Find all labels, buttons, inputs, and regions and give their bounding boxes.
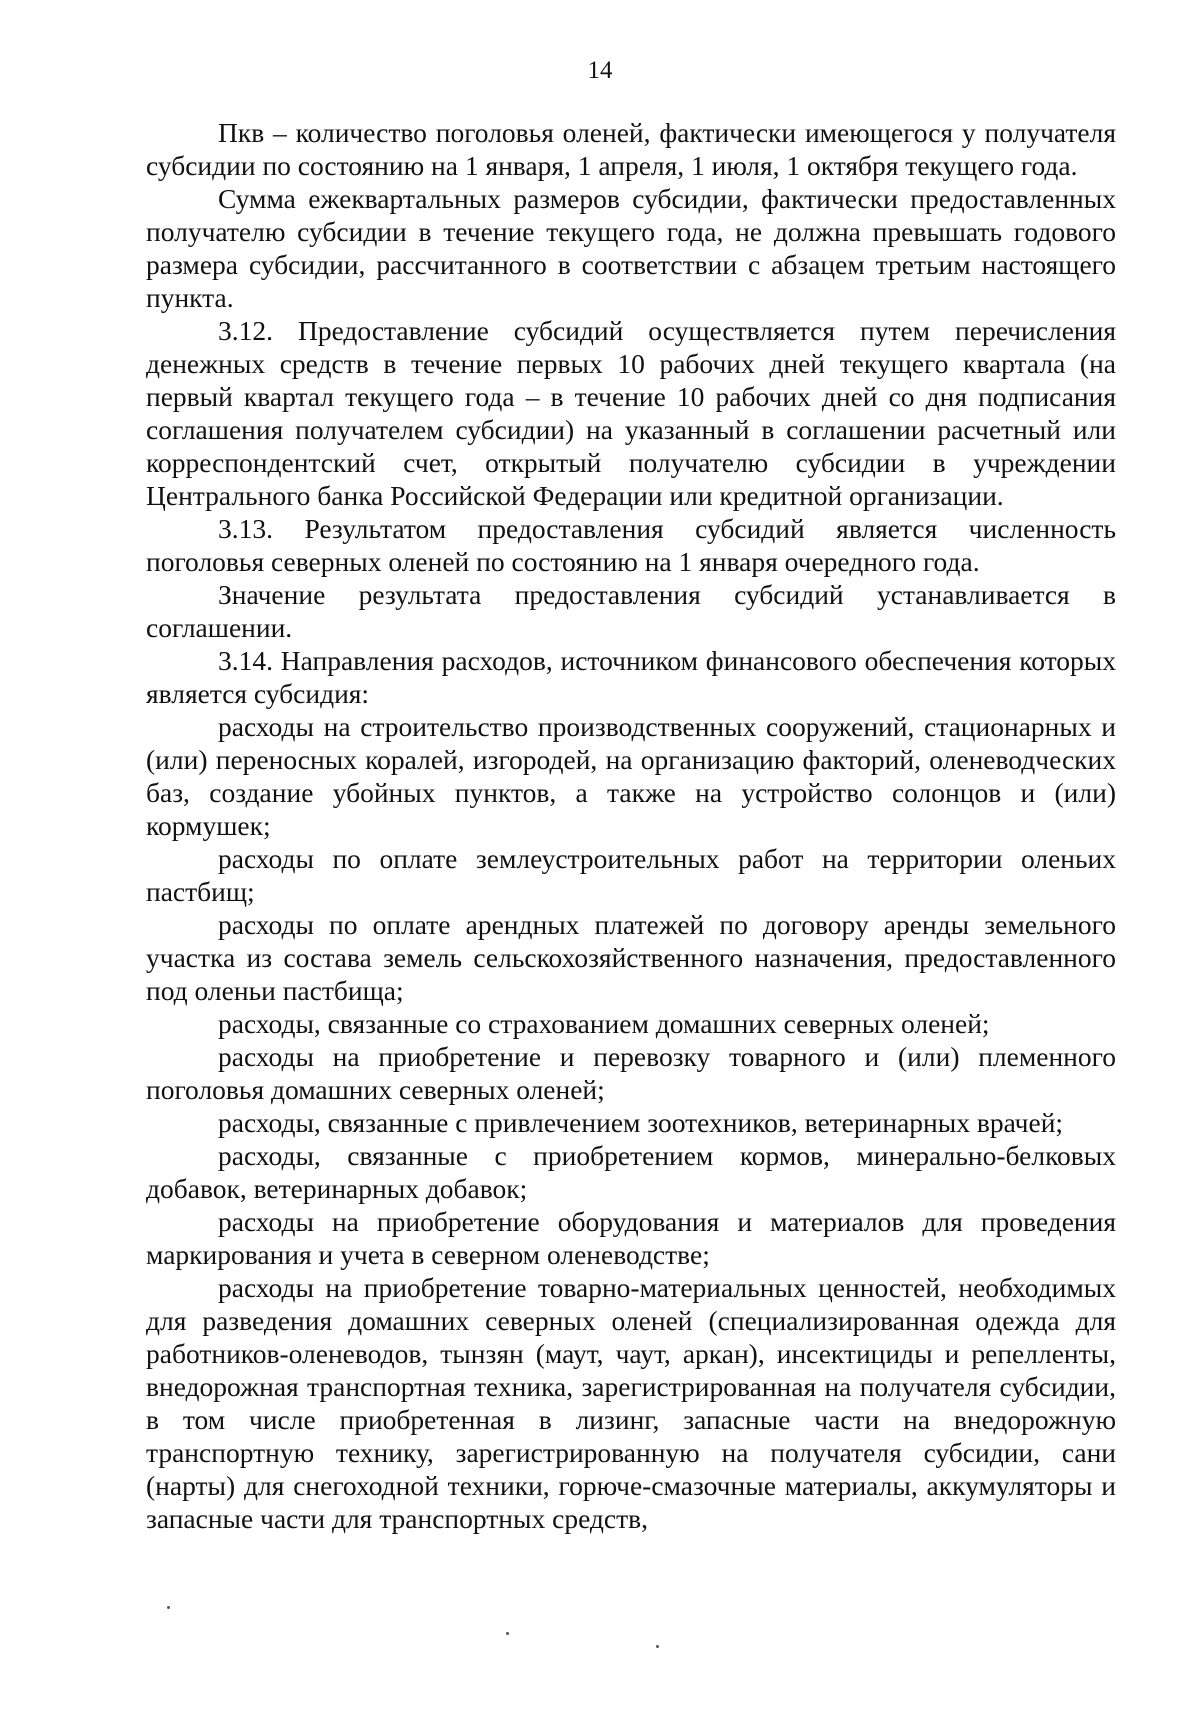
list-item-construction: расходы на строительство производственных сооружений, стационарных и (или) переносных коралей, изгородей, на организацию факторий, оленеводческих баз, создание убойных пунктов, а также на устройство солонцов и (или) кормушек; <box>146 711 1116 841</box>
paragraph-pkv-definition: Пкв – количество поголовья оленей, фактически имеющегося у получателя субсидии по состоянию на 1 января, 1 апреля, 1 июля, 1 октября текущего года. <box>146 117 1116 181</box>
paragraph-result-value: Значение результата предоставления субсидий устанавливается в соглашении. <box>146 579 1116 643</box>
paragraph-3-12: 3.12. Предоставление субсидий осуществляется путем перечисления денежных средств в течение первых 10 рабочих дней текущего квартала (на первый квартал текущего года – в течение 10 рабочих дней со дня подписания соглашения получателем субсидии) на указанный в соглашении расчетный или корреспондентский счет, открытый получателю субсидии в учреждении Центрального банка Российской Федерации или кредитной организации. <box>146 315 1116 511</box>
scan-speck <box>656 1645 659 1648</box>
list-item-insurance: расходы, связанные со страхованием домашних северных оленей; <box>218 1008 990 1039</box>
list-item-lease-payments: расходы по оплате арендных платежей по договору аренды земельного участка из состава земель сельскохозяйственного назначения, предоставленного под оленьи пастбища; <box>146 909 1116 1006</box>
list-item-livestock-purchase: расходы на приобретение и перевозку товарного и (или) племенного поголовья домашних северных оленей; <box>146 1041 1116 1105</box>
scan-speck <box>506 1632 509 1635</box>
list-item-material-assets: расходы на приобретение товарно-материальных ценностей, необходимых для разведения домашних северных оленей (специализированная одежда для работников-оленеводов, тынзян (маут, чаут, аркан), инсектициды и репелленты, внедорожная транспортная техника, зарегистрированная на получателя субсидии, в том числе приобретенная в лизинг, запасные части на внедорожную транспортную технику, зарегистрированную на получателя субсидии, сани (нарты) для снегоходной техники, горюче-смазочные материалы, аккумуляторы и запасные части для транспортных средств, <box>146 1272 1116 1534</box>
list-item-land-survey: расходы по оплате землеустроительных работ на территории оленьих пастбищ; <box>146 843 1116 907</box>
list-item-specialists: расходы, связанные с привлечением зоотехников, ветеринарных врачей; <box>218 1107 1064 1138</box>
paragraph-3-14: 3.14. Направления расходов, источником финансового обеспечения которых является субсидия: <box>146 645 1116 709</box>
document-body <box>146 116 1116 1535</box>
scan-speck <box>167 1606 170 1609</box>
paragraph-quarterly-sum: Сумма ежеквартальных размеров субсидии, фактически предоставленных получателю субсидии в течение текущего года, не должна превышать годового размера субсидии, рассчитанного в соответствии с абзацем третьим настоящего пункта. <box>146 183 1116 313</box>
list-item-marking-equipment: расходы на приобретение оборудования и материалов для проведения маркирования и учета в северном оленеводстве; <box>146 1206 1116 1270</box>
list-item-feed: расходы, связанные с приобретением кормов, минерально-белковых добавок, ветеринарных добавок; <box>146 1140 1116 1204</box>
page-number: 14 <box>587 57 613 84</box>
paragraph-3-13: 3.13. Результатом предоставления субсидий является численность поголовья северных оленей по состоянию на 1 января очередного года. <box>146 513 1116 577</box>
